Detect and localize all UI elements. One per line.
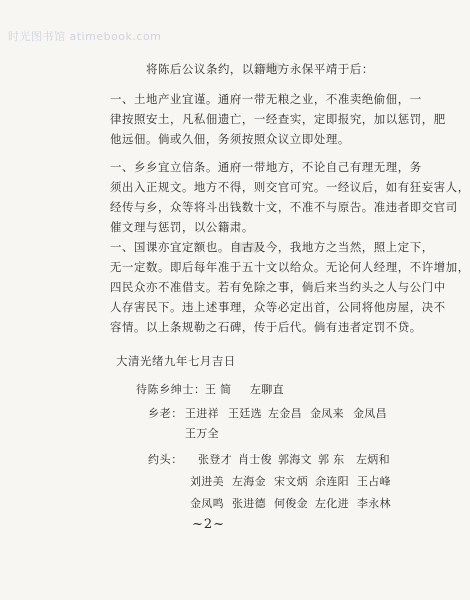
head-name: 张进德 bbox=[232, 497, 266, 510]
head-name: 余连阳 bbox=[315, 475, 349, 488]
head-name: 左化进 bbox=[315, 497, 349, 510]
para1-line-1: 一、土地产业宜谨。通府一带无粮之业，不准卖绝偷佃，一 bbox=[110, 92, 422, 106]
para1-line-3: 他远佃。倘或久佃，务须按照众议立即处理。 bbox=[110, 132, 350, 146]
para2-line-3: 经传与乡，众等将斗出钱数十文，不准不与原告。准违者即交官司 bbox=[110, 200, 458, 214]
document-date: 大清光绪九年七月吉日 bbox=[116, 354, 236, 368]
gentry-name: 左聊直 bbox=[250, 383, 284, 396]
head-name: 王占峰 bbox=[357, 475, 391, 488]
elder-name: 王万全 bbox=[185, 427, 219, 440]
para3-line-5: 容情。以上条规勒之石碑，传于后代。倘有违者定罚不贷。 bbox=[110, 320, 422, 334]
watermark: 时光图书馆 atimebook.com bbox=[8, 30, 162, 43]
para1-line-2: 律按照安土，凡私佃遗亡，一经查实，定即报究，加以惩罚，肥 bbox=[110, 112, 446, 126]
para2-line-1: 一、乡乡宜立信条。通府一带地方，不论自己有理无理，务 bbox=[110, 160, 422, 174]
head-name: 郭海文 bbox=[278, 453, 312, 466]
page-number: ~2~ bbox=[192, 517, 226, 532]
para3-line-1: 一、国课亦宜定额也。自古及今，我地方之当然，照上定下， bbox=[110, 240, 434, 254]
head-name: 郭 东 bbox=[318, 453, 345, 466]
head-name: 左炳和 bbox=[356, 453, 390, 466]
label-elders: 乡老： bbox=[148, 407, 183, 420]
para3-line-3: 四民众亦不准借支。若有免除之事，倘后来当约头之人与公门中 bbox=[110, 280, 446, 294]
para3-line-2: 无一定数。即后每年准于五十文以给众。无论何人经理，不许增加， bbox=[110, 260, 470, 274]
intro-line: 将陈后公议条约，以籍地方永保平靖于后： bbox=[146, 62, 374, 76]
head-name: 张登才 bbox=[198, 453, 232, 466]
head-name: 何俊金 bbox=[274, 497, 308, 510]
elder-name: 金凤来 bbox=[310, 407, 344, 420]
head-name: 李永林 bbox=[357, 497, 391, 510]
label-heads: 约头： bbox=[148, 453, 183, 466]
para2-line-2: 须出入正规文。地方不得，则交官可究。一经议后，如有狂妄害人， bbox=[110, 180, 470, 194]
head-name: 刘进美 bbox=[190, 475, 224, 488]
para2-line-4: 催文理与惩罚，以公籍肃。 bbox=[110, 220, 254, 234]
para3-line-4: 人存害民下。违上述事理，众等必定出首，公同将他房屋，决不 bbox=[110, 300, 446, 314]
elder-name: 金凤昌 bbox=[353, 407, 387, 420]
label-gentry: 待陈乡绅士： bbox=[136, 383, 206, 396]
head-name: 宋文炳 bbox=[274, 475, 308, 488]
head-name: 金凤鸣 bbox=[190, 497, 224, 510]
gentry-name: 王 简 bbox=[205, 383, 232, 396]
elder-name: 左金昌 bbox=[268, 407, 302, 420]
head-name: 左海金 bbox=[232, 475, 266, 488]
head-name: 肖士俊 bbox=[238, 453, 272, 466]
elder-name: 王进祥 bbox=[185, 407, 219, 420]
elder-name: 王廷选 bbox=[228, 407, 262, 420]
